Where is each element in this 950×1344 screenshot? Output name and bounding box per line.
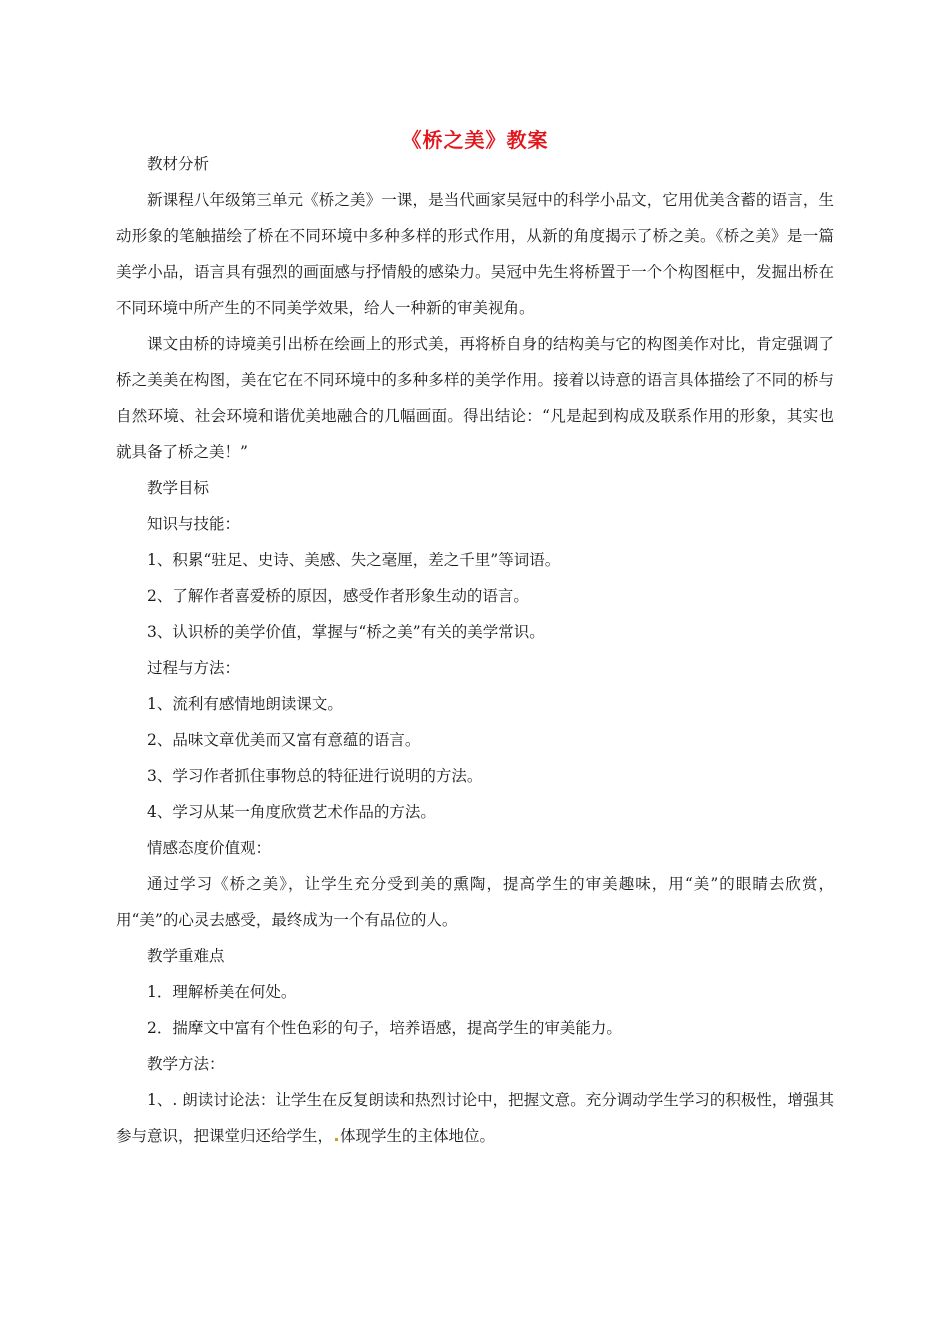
list-item-process-4: 4、学习从某一角度欣赏艺术作品的方法。 <box>147 803 436 821</box>
list-item-key-2: 2．揣摩文中富有个性色彩的句子，培养语感，提高学生的审美能力。 <box>147 1019 622 1037</box>
section-heading-method: 教学方法： <box>147 1055 225 1073</box>
list-item-knowledge-2: 2、了解作者喜爱桥的原因，感受作者形象生动的语言。 <box>147 587 529 605</box>
list-item-knowledge-1: 1、积累“驻足、史诗、美感、失之毫厘，差之千里”等词语。 <box>147 551 561 569</box>
section-heading-analysis: 教材分析 <box>147 155 210 173</box>
subheading-emotion: 情感态度价值观： <box>147 839 272 857</box>
list-item-key-1: 1．理解桥美在何处。 <box>147 983 297 1001</box>
list-item-process-3: 3、学习作者抓住事物总的特征进行说明的方法。 <box>147 767 483 785</box>
paragraph-method-1-text: 1、. 朗读讨论法：让学生在反复朗读和热烈讨论中，把握文意。充分调动学生学习的积极性，增强其参与意识，把课堂归还给学生， <box>116 1091 834 1145</box>
paragraph-analysis-1: 新课程八年级第三单元《桥之美》一课，是当代画家吴冠中的科学小品文，它用优美含蓄的语言，生动形象的笔触描绘了桥在不同环境中多种多样的形式作用，从新的角度揭示了桥之美。《桥之美》是一篇美学小品，语言具有强烈的画面感与抒情般的感染力。吴冠中先生将桥置于一个个构图框中，发掘出桥在不同环境中所产生的不同美学效果，给人一种新的审美视角。 <box>116 191 834 317</box>
document-title: 《桥之美》教案 <box>401 128 549 152</box>
paragraph-method-1 <box>116 1082 834 1154</box>
section-heading-goals: 教学目标 <box>147 479 210 497</box>
list-item-knowledge-3: 3、认识桥的美学价值，掌握与“桥之美”有关的美学常识。 <box>147 623 545 641</box>
paragraph-emotion: 通过学习《桥之美》，让学生充分受到美的熏陶，提高学生的审美趣味，用“美”的眼睛去欣赏，用“美”的心灵去感受，最终成为一个有品位的人。 <box>116 875 834 929</box>
subheading-knowledge: 知识与技能： <box>147 515 241 533</box>
document-body <box>116 146 834 1154</box>
paragraph-method-1-tail: 体现学生的主体地位。 <box>340 1127 496 1145</box>
list-item-process-1: 1、流利有感情地朗读课文。 <box>147 695 343 713</box>
section-heading-key-points: 教学重难点 <box>147 947 225 965</box>
subheading-process: 过程与方法： <box>147 659 241 677</box>
list-item-process-2: 2、品味文章优美而又富有意蕴的语言。 <box>147 731 421 749</box>
paragraph-analysis-2: 课文由桥的诗境美引出桥在绘画上的形式美，再将桥自身的结构美与它的构图美作对比，肯定强调了桥之美美在构图，美在它在不同环境中的多种多样的美学作用。接着以诗意的语言具体描绘了不同的桥与自然环境、社会环境和谐优美地融合的几幅画面。得出结论：“凡是起到构成及联系作用的形象，其实也就具备了桥之美！” <box>116 335 834 461</box>
stray-mark <box>335 1138 338 1141</box>
